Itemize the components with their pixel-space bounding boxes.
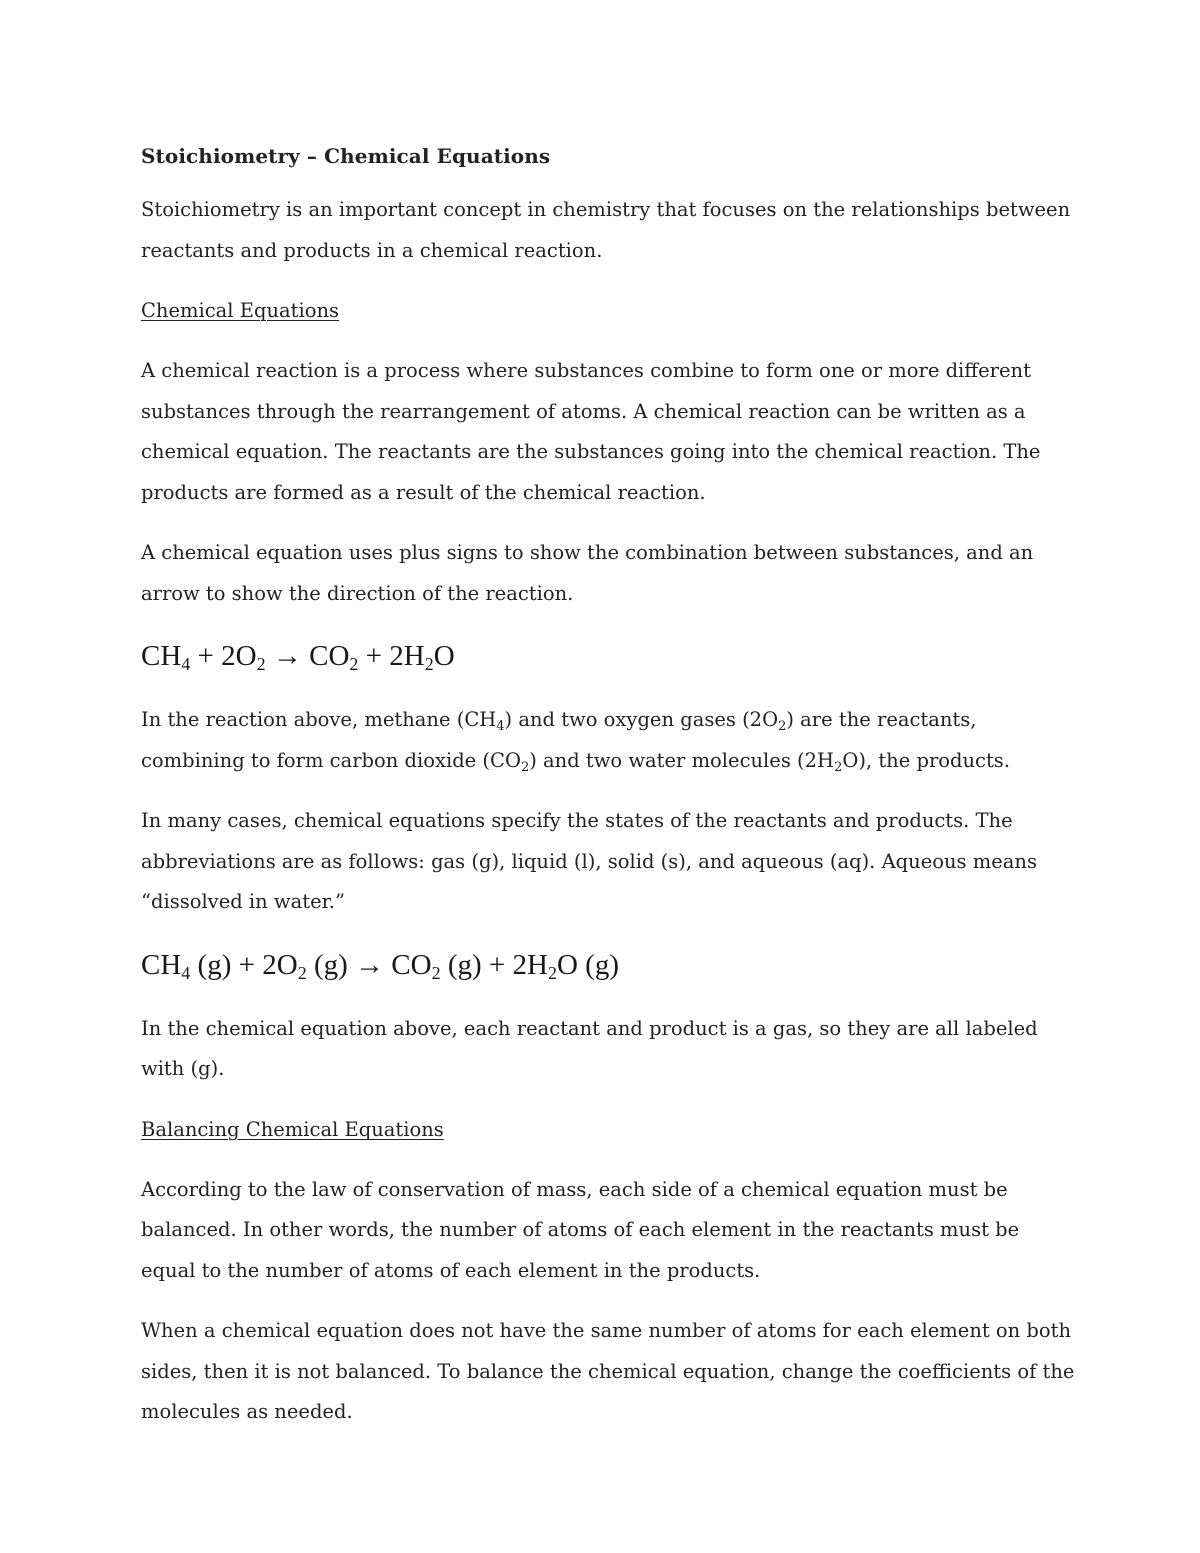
chemical-reaction-paragraph: A chemical reaction is a process where substances combine to form one or more different substances through the rearrangement of atoms. A chemical reaction can be written as a chemical equation. The reactants are the substances going into the chemical reaction. The products are formed as a result of the chemical reaction. (141, 359, 1041, 504)
methane-combustion-states-equation: $CH_4$ $(g) + 2O_2$ $(g) \to CO_2$ $(g) + 2H_2O$ (g) (141, 948, 619, 983)
document-page (141, 130, 1076, 1453)
reaction-explanation-paragraph: In the reaction above, methane $(CH_4)$ and two oxygen gases $(2O_2)$ are the reactants, combining to form carbon dioxide $(CO_2)$ and two water molecules $(2H_2O)$, the products. (141, 708, 1011, 775)
equation-notation-paragraph: A chemical equation uses plus signs to show the combination between substances, and an arrow to show the direction of the reaction. (141, 541, 1034, 605)
methane-combustion-equation: $CH_4 + 2O_2 \to CO_2 + 2H_2O$ (141, 640, 455, 674)
gas-label-paragraph: In the chemical equation above, each reactant and product is a gas, so they are all labeled with (g). (141, 1016, 1038, 1080)
balancing-paragraph: When a chemical equation does not have the same number of atoms for each element on both sides, then it is not balanced. To balance the chemical equation, change the coefficients of the molecules as needed. (141, 1319, 1075, 1423)
document-title: Stoichiometry – Chemical Equations (141, 144, 551, 168)
section-heading-balancing: Balancing Chemical Equations (141, 1117, 444, 1141)
section-heading-chemical-equations: Chemical Equations (141, 299, 340, 322)
states-paragraph: In many cases, chemical equations specify the states of the reactants and products. The abbreviations are as follows: gas (g), liquid (l), solid (s), and aqueous (aq). Aqueous means “dissolved in water.” (141, 809, 1037, 913)
conservation-paragraph: According to the law of conservation of mass, each side of a chemical equation must be balanced. In other words, the number of atoms of each element in the reactants must be equal to the number of atoms of each element in the products. (141, 1177, 1020, 1282)
intro-paragraph: Stoichiometry is an important concept in chemistry that focuses on the relationships between reactants and products in a chemical reaction. (141, 198, 1071, 262)
